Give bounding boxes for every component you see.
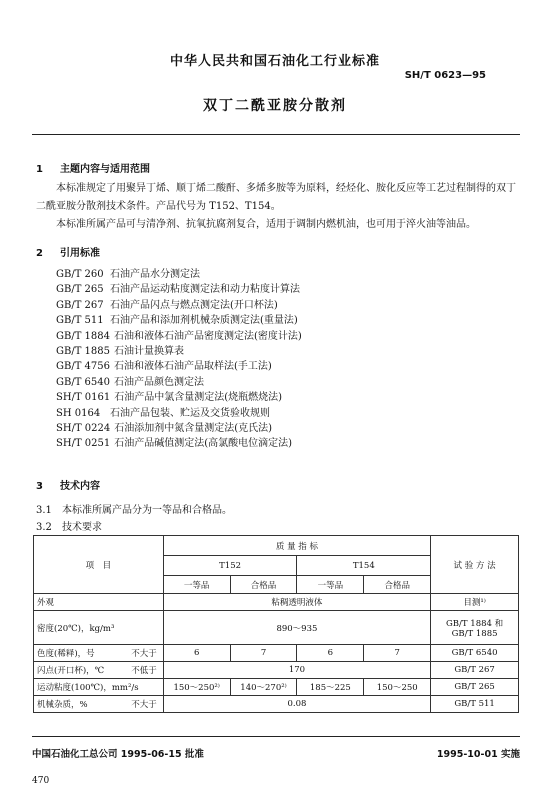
reference-title: 石油产品水分测定法 bbox=[110, 269, 200, 280]
standard-organization: 中华人民共和国石油化工行业标准 bbox=[169, 54, 380, 69]
row-label: 运动粘度(100℃)，mm²/s bbox=[34, 679, 164, 696]
row-label: 密度(20℃)，kg/m³ bbox=[34, 611, 164, 645]
subsection-number: 3.1 bbox=[36, 505, 52, 516]
row-method: GB/T 6540 bbox=[431, 645, 519, 662]
reference-item bbox=[56, 375, 302, 390]
header-test-method: 试 验 方 法 bbox=[431, 536, 519, 594]
table-row bbox=[34, 611, 519, 645]
reference-item bbox=[56, 406, 302, 421]
reference-item bbox=[56, 359, 302, 374]
subsection-3-1 bbox=[36, 501, 232, 516]
reference-title: 石油产品碱值测定法(高氯酸电位滴定法) bbox=[114, 438, 293, 450]
header-rule bbox=[32, 134, 520, 135]
row-method: GB/T 511 bbox=[431, 696, 519, 713]
row-value: 890～935 bbox=[163, 611, 430, 645]
section-1-paragraph-2: 本标准所属产品可与清净剂、抗氧抗腐剂复合，适用于调制内燃机油，也可用于淬火油等油品。 bbox=[56, 219, 476, 230]
section-1-heading bbox=[36, 160, 150, 175]
reference-code: GB/T 1885 bbox=[56, 346, 111, 358]
row-value: 粘稠透明液体 bbox=[163, 594, 430, 611]
reference-code: SH/T 0224 bbox=[56, 423, 111, 435]
subsection-text: 技术要求 bbox=[62, 522, 102, 533]
section-title: 技术内容 bbox=[60, 481, 100, 492]
reference-code: SH/T 0251 bbox=[56, 438, 111, 450]
effective-date: 1995-10-01 实施 bbox=[436, 749, 520, 760]
reference-title: 石油产品中氯含量测定法(烧瓶燃烧法) bbox=[114, 392, 283, 404]
reference-item bbox=[56, 390, 302, 405]
reference-title: 石油产品颜色测定法 bbox=[114, 376, 205, 388]
table-row bbox=[34, 594, 519, 611]
reference-list bbox=[56, 267, 302, 452]
reference-title: 石油和液体石油产品取样法(手工法) bbox=[114, 361, 272, 373]
footer-rule bbox=[32, 736, 520, 737]
table-row bbox=[34, 696, 519, 713]
row-label-text: 闪点(开口杯)，℃ bbox=[37, 666, 105, 676]
row-value: 185～225 bbox=[297, 679, 364, 696]
standard-code: SH/T 0623—95 bbox=[404, 70, 486, 81]
header-item: 项 目 bbox=[34, 536, 164, 594]
reference-item bbox=[56, 313, 302, 328]
section-number: 3 bbox=[36, 481, 43, 492]
technical-requirements-table bbox=[33, 535, 519, 713]
reference-code: GB/T 265 bbox=[56, 284, 104, 296]
header-grade: 合格品 bbox=[230, 576, 297, 594]
row-value: 7 bbox=[364, 645, 431, 662]
reference-code: GB/T 267 bbox=[56, 299, 104, 311]
reference-code: SH/T 0161 bbox=[56, 392, 111, 404]
row-value: 6 bbox=[297, 645, 364, 662]
header-grade: 一等品 bbox=[297, 576, 364, 594]
table-row bbox=[34, 679, 519, 696]
row-label-text: 色度(稀释)，号 bbox=[37, 649, 95, 659]
method-line: GB/T 1885 bbox=[451, 628, 498, 639]
row-limit: 不大于 bbox=[131, 700, 157, 710]
page-number: 470 bbox=[32, 776, 50, 786]
reference-item bbox=[56, 344, 302, 359]
reference-title: 石油产品包装、贮运及交货验收规则 bbox=[110, 407, 270, 419]
approval-line: 中国石油化工总公司 1995-06-15 批准 bbox=[32, 749, 204, 760]
reference-code: GB/T 511 bbox=[56, 315, 104, 327]
row-method: 目测¹⁾ bbox=[431, 594, 519, 611]
row-label bbox=[34, 662, 164, 679]
row-value: 7 bbox=[230, 645, 297, 662]
reference-code: GB/T 260 bbox=[56, 269, 104, 280]
reference-title: 石油产品运动粘度测定法和动力粘度计算法 bbox=[110, 284, 300, 296]
row-method bbox=[431, 611, 519, 645]
header-t152: T152 bbox=[163, 556, 297, 576]
row-label-text: 机械杂质，% bbox=[37, 700, 88, 710]
section-number: 1 bbox=[36, 164, 43, 175]
reference-code: GB/T 1884 bbox=[56, 330, 111, 342]
header-grade: 合格品 bbox=[364, 576, 431, 594]
table-row bbox=[34, 645, 519, 662]
reference-code: SH 0164 bbox=[56, 407, 101, 419]
row-method: GB/T 265 bbox=[431, 679, 519, 696]
row-method: GB/T 267 bbox=[431, 662, 519, 679]
reference-title: 石油产品和添加剂机械杂质测定法(重量法) bbox=[110, 315, 298, 327]
reference-code: GB/T 4756 bbox=[56, 361, 111, 373]
reference-item bbox=[56, 298, 302, 313]
row-value: 170 bbox=[163, 662, 430, 679]
subsection-text: 本标准所属产品分为一等品和合格品。 bbox=[62, 505, 232, 516]
reference-title: 石油和液体石油产品密度测定法(密度计法) bbox=[114, 330, 302, 342]
row-label: 外观 bbox=[34, 594, 164, 611]
section-title: 主题内容与适用范围 bbox=[60, 164, 150, 175]
reference-title: 石油计量换算表 bbox=[114, 346, 185, 358]
subsection-number: 3.2 bbox=[36, 522, 52, 533]
header-grade: 一等品 bbox=[163, 576, 230, 594]
row-limit: 不低于 bbox=[131, 666, 157, 676]
subsection-3-2 bbox=[36, 518, 102, 533]
method-line: GB/T 1884 和 bbox=[446, 618, 504, 629]
header-t154: T154 bbox=[297, 556, 431, 576]
row-label bbox=[34, 645, 164, 662]
reference-item bbox=[56, 436, 302, 451]
row-value: 0.08 bbox=[163, 696, 430, 713]
header-quality-index: 质 量 指 标 bbox=[163, 536, 430, 556]
section-title: 引用标准 bbox=[60, 248, 100, 259]
reference-item bbox=[56, 267, 302, 282]
section-2-heading bbox=[36, 244, 100, 259]
reference-item bbox=[56, 282, 302, 297]
document-title: 双丁二酰亚胺分散剂 bbox=[203, 98, 347, 114]
reference-code: GB/T 6540 bbox=[56, 376, 111, 388]
section-3-heading bbox=[36, 477, 100, 492]
row-value: 6 bbox=[163, 645, 230, 662]
row-value: 140～270²⁾ bbox=[230, 679, 297, 696]
reference-item bbox=[56, 421, 302, 436]
reference-title: 石油产品闪点与燃点测定法(开口杯法) bbox=[110, 299, 278, 311]
row-limit: 不大于 bbox=[131, 649, 157, 659]
row-value: 150～250 bbox=[364, 679, 431, 696]
section-1-paragraph-1: 本标准规定了用聚异丁烯、顺丁烯二酸酐、多烯多胺等为原料，经烃化、胺化反应等工艺过程制得的双丁二酰亚胺分散剂技术条件。产品代号为 T152、T154。 bbox=[36, 183, 516, 212]
table-row bbox=[34, 662, 519, 679]
reference-title: 石油添加剂中氮含量测定法(克氏法) bbox=[114, 423, 273, 435]
section-number: 2 bbox=[36, 248, 43, 259]
row-value: 150～250²⁾ bbox=[163, 679, 230, 696]
reference-item bbox=[56, 329, 302, 344]
row-label bbox=[34, 696, 164, 713]
